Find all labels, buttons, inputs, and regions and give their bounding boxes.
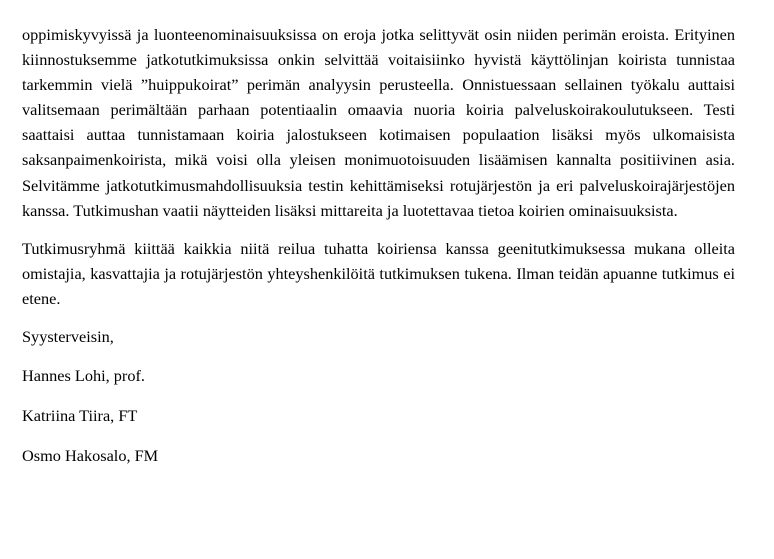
body-paragraph-2: Tutkimusryhmä kiittää kaikkia niitä reilua tuhatta koiriensa kanssa geenitutkimuksessa mukana olleita omistajia, kasvattajia ja rotujärjestön yhteyshenkilöitä tutkimuksen tukena. Ilman teidän apuanne tutkimus ei etene. (22, 238, 735, 308)
signature-3: Osmo Hakosalo, FM (22, 446, 159, 466)
body-paragraph-1: oppimiskyvyissä ja luonteenominaisuuksissa on eroja jotka selittyvät osin niiden perimän eroista. Erityinen kiinnostuksemme jatkotutkimuksissa onkin selvittää voitaisiinko hyvistä käyttölinjan koirista tunnistaa tarkemmin vielä ”huippukoirat” perimän analyysin perusteella. Onnistuessaan sellainen työkalu auttaisi valitsemaan perimältään parhaan potentiaalin omaavia nuoria koiria palveluskoirakoulutukseen. Testi saattaisi auttaa tunnistamaan koiria jalostukseen kotimaisen populaation lisäksi myös ulkomaisista saksanpaimenkoirista, mikä voisi olla yleisen monimuotoisuuden lisäämisen kannalta positiivinen asia. Selvitämme jatkotutkimusmahdollisuuksia testin kehittämiseksi rotujärjestön ja eri palveluskoirajärjestöjen kanssa. Tutkimushan vaatii näytteiden lisäksi mittareita ja luotettavaa tietoa koirien ominaisuuksista. (22, 25, 735, 220)
signature-2: Katriina Tiira, FT (22, 406, 138, 426)
signature-1: Hannes Lohi, prof. (22, 366, 145, 386)
closing-greeting: Syysterveisin, (22, 327, 114, 347)
letter-page (22, 0, 735, 468)
